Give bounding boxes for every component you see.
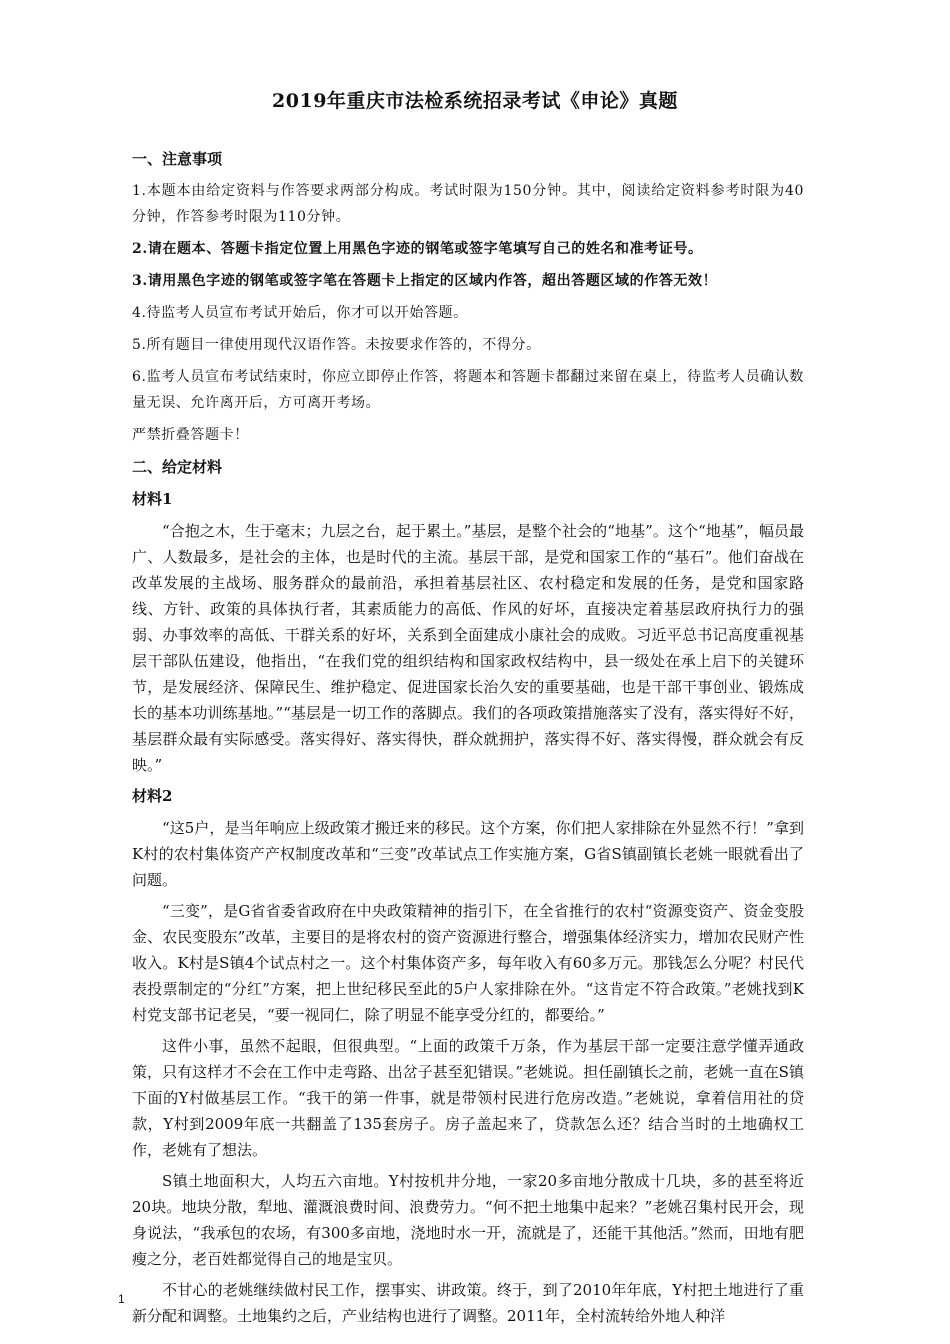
material-2-label: 材料2: [132, 787, 173, 805]
notice-item-7: 严禁折叠答题卡！: [132, 427, 249, 443]
page-title: 2019年重庆市法检系统招录考试《申论》真题: [272, 90, 678, 112]
notice-item-3: 3.请用黑色字迹的钢笔或签字笔在答题卡上指定的区域内作答，超出答题区域的作答无效！: [132, 273, 718, 289]
notice-item-6: 6.监考人员宣布考试结束时，你应立即停止作答，将题本和答题卡都翻过来留在桌上，待监考人员确认数量无误、允许离开后，方可离开考场。: [132, 369, 804, 411]
material-2-paragraph-2: “三变”，是G省省委省政府在中央政策精神的指引下，在全省推行的农村“资源变资产、资金变股金、农民变股东”改革，主要目的是将农村的资产资源进行整合，增强集体经济实力，增加农民财产性收入。K村是S镇4个试点村之一。这个村集体资产多，每年收入有60多万元。那钱怎么分呢？村民代表投票制定的“分红”方案，把上世纪移民至此的5户人家排除在外。“这肯定不符合政策。”老姚找到K村党支部书记老吴，“要一视同仁，除了明显不能享受分红的，都要给。”: [132, 902, 804, 1024]
section-heading-materials: 二、给定材料: [132, 458, 223, 476]
material-2-paragraph-4: S镇土地面积大，人均五六亩地。Y村按机井分地，一家20多亩地分散成十几块，多的甚至将近20块。地块分散，犁地、灌溉浪费时间、浪费劳力。“何不把土地集中起来？”老姚召集村民开会，现身说法，“我承包的农场，有300多亩地，浇地时水一开，流就是了，还能干其他活。”然而，田地有肥瘦之分，老百姓都觉得自己的地是宝贝。: [132, 1172, 804, 1268]
material-2-paragraph-1: “这5户，是当年响应上级政策才搬迁来的移民。这个方案，你们把人家排除在外显然不行！”拿到K村的农村集体资产产权制度改革和“三变”改革试点工作实施方案，G省S镇副镇长老姚一眼就看出了问题。: [132, 819, 804, 889]
material-2-paragraph-5: 不甘心的老姚继续做村民工作，摆事实、讲政策。终于，到了2010年年底，Y村把土地进行了重新分配和调整。土地集约之后，产业结构也进行了调整。2011年，全村流转给外地人种洋: [132, 1281, 804, 1325]
material-1-paragraph: “合抱之木，生于毫末；九层之台，起于累土。”基层，是整个社会的“地基”。这个“地基”，幅员最广、人数最多，是社会的主体，也是时代的主流。基层干部，是党和国家工作的“基石”。他们奋战在改革发展的主战场、服务群众的最前沿，承担着基层社区、农村稳定和发展的任务，是党和国家路线、方针、政策的具体执行者，其素质能力的高低、作风的好坏，直接决定着基层政府执行力的强弱、办事效率的高低、干群关系的好坏，关系到全面建成小康社会的成败。习近平总书记高度重视基层干部队伍建设，他指出，“在我们党的组织结构和国家政权结构中，县一级处在承上启下的关键环节，是发展经济、保障民生、维护稳定、促进国家长治久安的重要基础，也是干部干事创业、锻炼成长的基本功训练基地。”“基层是一切工作的落脚点。我们的各项政策措施落实了没有，落实得好不好，基层群众最有实际感受。落实得好、落实得快，群众就拥护，落实得不好、落实得慢，群众就会有反映。”: [132, 522, 804, 774]
page-number: 1: [118, 1292, 125, 1306]
material-1-label: 材料1: [132, 490, 173, 508]
section-heading-notices: 一、注意事项: [132, 150, 223, 168]
notice-item-4: 4.待监考人员宣布考试开始后，你才可以开始答题。: [132, 305, 468, 321]
material-2-paragraph-3: 这件小事，虽然不起眼，但很典型。“上面的政策千万条，作为基层干部一定要注意学懂弄通政策，只有这样才不会在工作中走弯路、出岔子甚至犯错误。”老姚说。担任副镇长之前，老姚一直在S镇下面的Y村做基层工作。“我干的第一件事，就是带领村民进行危房改造。”老姚说，拿着信用社的贷款，Y村到2009年底一共翻盖了135套房子。房子盖起来了，贷款怎么还？结合当时的土地确权工作，老姚有了想法。: [132, 1037, 804, 1159]
notice-item-5: 5.所有题目一律使用现代汉语作答。未按要求作答的，不得分。: [132, 337, 541, 353]
notice-item-2: 2.请在题本、答题卡指定位置上用黑色字迹的钢笔或签字笔填写自己的姓名和准考证号。: [132, 241, 703, 257]
notice-item-1: 1.本题本由给定资料与作答要求两部分构成。考试时限为150分钟。其中，阅读给定资料参考时限为40分钟，作答参考时限为110分钟。: [132, 183, 804, 225]
document-body: [132, 146, 804, 1334]
